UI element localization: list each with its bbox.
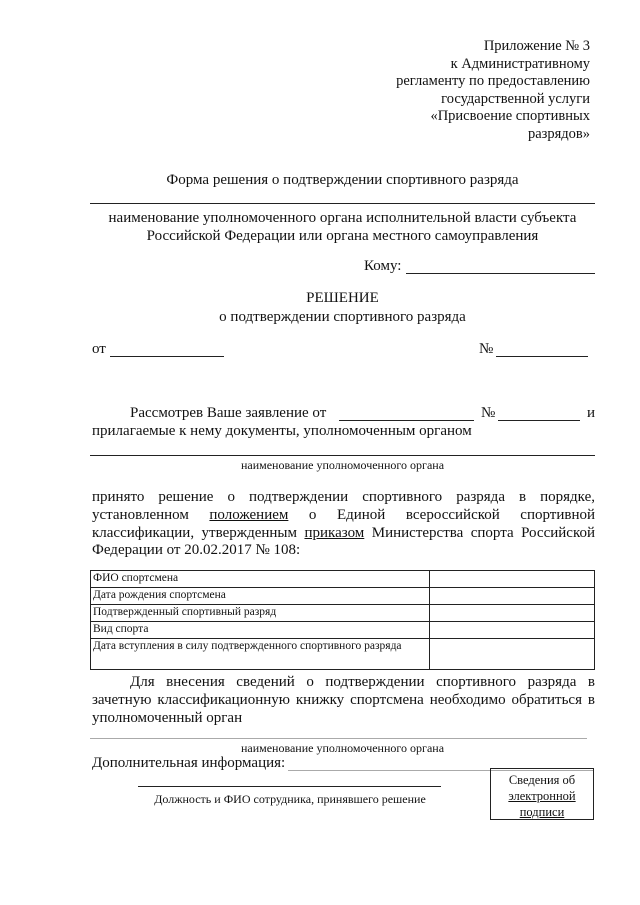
from-date-line xyxy=(110,356,224,357)
instruction-line: уполномоченный орган xyxy=(92,709,243,726)
to-label: Кому: xyxy=(364,258,402,274)
decision-line xyxy=(92,507,595,525)
instruction-line: Для внесения сведений о подтверждении спортивного разряда в xyxy=(130,674,595,690)
table-label: Вид спорта xyxy=(91,622,430,639)
decision-line xyxy=(92,525,595,543)
table-value-cell xyxy=(430,622,595,639)
authority-caption xyxy=(90,209,595,245)
table-label: Дата вступления в силу подтвержденного спортивного разряда xyxy=(91,639,430,670)
appendix-line: регламенту по предоставлению xyxy=(396,73,590,90)
decision-line: принято решение о подтверждении спортивного разряда в порядке, xyxy=(92,489,595,505)
order-link[interactable]: приказом xyxy=(304,524,365,541)
p1-and: и xyxy=(587,405,596,421)
appendix-line: «Присвоение спортивных xyxy=(430,108,590,125)
application-date-line xyxy=(339,420,474,421)
table-value-cell xyxy=(430,605,595,622)
table-label: Дата рождения спортсмена xyxy=(91,588,430,605)
appendix-line: к Административному xyxy=(450,55,590,72)
signature-info-box xyxy=(490,768,594,820)
appendix-line: разрядов» xyxy=(527,125,590,142)
position-line xyxy=(138,786,441,787)
table-label: ФИО спортсмена xyxy=(91,571,430,588)
org-line-2 xyxy=(90,738,587,739)
decision-line: Федерации от 20.02.2017 № 108: xyxy=(92,542,301,559)
athlete-info-table xyxy=(90,570,595,670)
p1-number-label: № xyxy=(481,405,496,421)
decision-text: о Единой всероссийской спортивной xyxy=(308,506,596,523)
authority-caption-line: Российской Федерации или органа местного самоуправления xyxy=(146,228,539,244)
position-caption: Должность и ФИО сотрудника, принявшего решение xyxy=(154,792,426,806)
signature-line: Сведения об xyxy=(508,773,576,787)
appendix-line: Приложение № 3 xyxy=(483,38,590,54)
additional-info-label: Дополнительная информация: xyxy=(92,755,286,771)
decision-text: установленном xyxy=(92,506,189,523)
instruction-line: зачетную классификационную книжку спортсмена необходимо обратиться в xyxy=(92,691,595,708)
p1-text-2: прилагаемые к нему документы, уполномоченным органом xyxy=(92,423,472,439)
org-line xyxy=(90,455,595,456)
from-label: от xyxy=(92,341,106,357)
authority-caption-line: наименование уполномоченного органа исполнительной власти субъекта xyxy=(108,210,577,226)
decision-text: классификации, утвержденным xyxy=(92,524,298,541)
table-value-cell xyxy=(430,639,595,670)
decision-subtitle: о подтверждении спортивного разряда xyxy=(219,309,466,325)
signature-line: подписи xyxy=(519,805,565,819)
org-caption: наименование уполномоченного органа xyxy=(240,458,445,472)
org-caption-2: наименование уполномоченного органа xyxy=(240,741,445,755)
decision-text: Министерства спорта Российской xyxy=(371,524,596,541)
p1-text: Рассмотрев Ваше заявление от xyxy=(130,405,327,421)
form-title: Форма решения о подтверждении спортивного разряда xyxy=(166,172,519,188)
application-number-line xyxy=(498,420,580,421)
table-row xyxy=(91,588,595,605)
table-label: Подтвержденный спортивный разряд xyxy=(91,605,430,622)
authority-line xyxy=(90,203,595,204)
instruction-paragraph xyxy=(92,674,595,727)
table-row xyxy=(91,622,595,639)
table-row xyxy=(91,571,595,588)
table-value-cell xyxy=(430,588,595,605)
table-value-cell xyxy=(430,571,595,588)
appendix-line: государственной услуги xyxy=(441,90,590,107)
signature-line: электронной xyxy=(508,789,576,803)
number-label: № xyxy=(479,341,494,357)
decision-paragraph xyxy=(92,489,595,560)
regulation-link[interactable]: положением xyxy=(209,506,289,523)
table-row xyxy=(91,639,595,670)
decision-title: РЕШЕНИЕ xyxy=(306,290,379,306)
number-line xyxy=(496,356,588,357)
table-row xyxy=(91,605,595,622)
to-field-line xyxy=(406,273,595,274)
appendix-header xyxy=(330,38,590,144)
